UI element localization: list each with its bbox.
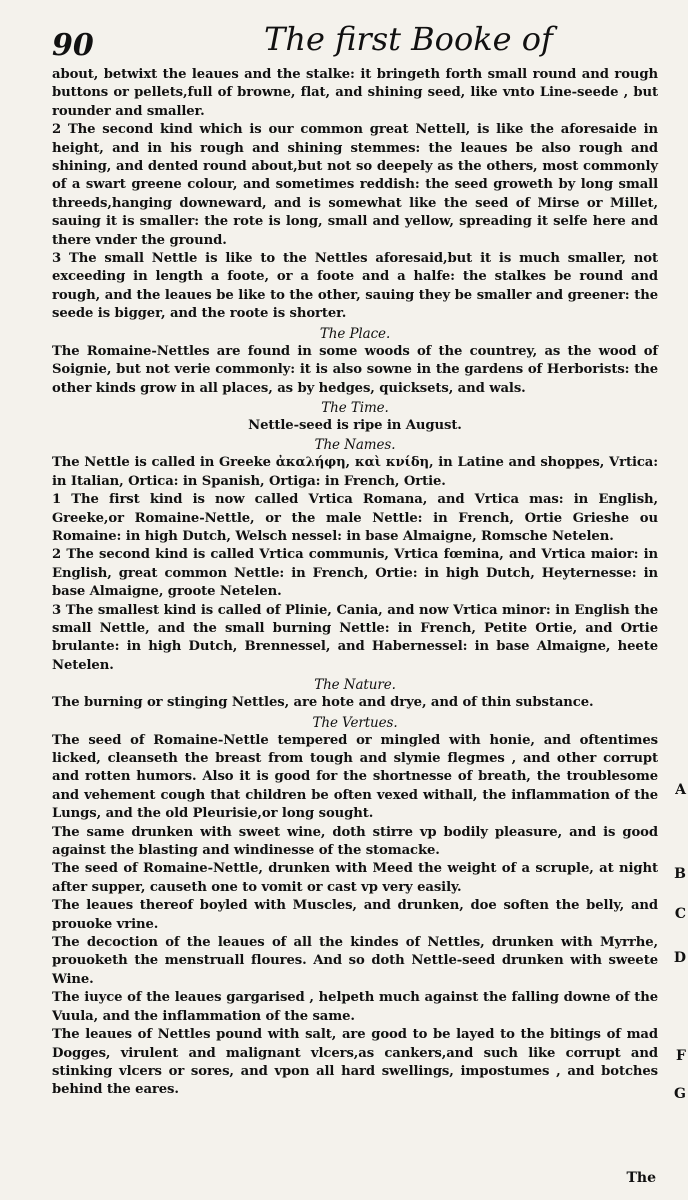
paragraph: The leaues of Nettles pound with salt, are good to be layed to the bitings of mad Dogges, virulent and malignant vlcers,as cankers,and such like corrupt and stinking vlcers or sores, and vpon all hard swellings, impostumes , and botches behind the eares.: [52, 1027, 658, 1098]
paragraph: The decoction of the leaues of all the kindes of Nettles, drunken with Myrrhe, prouoketh the menstruall floures. And so doth Nettle-seed drunken with sweete Wine.: [52, 935, 658, 987]
paragraph: 2 The second kind is called Vrtica communis, Vrtica fœmina, and Vrtica maior: in English, great common Nettle: in French, Ortie: in high Dutch, Heyternesse: in base Almaigne, groote Netelen.: [52, 547, 658, 600]
section-heading-names: The Names.: [314, 437, 396, 454]
margin-letter-c: C: [674, 906, 686, 922]
section-heading-vertues: The Vertues.: [312, 714, 398, 731]
page-number: 90: [52, 28, 94, 63]
paragraph: 3 The small Nettle is like to the Nettles aforesaid,but it is much smaller, not exceeding in length a foote, or a foote and a halfe: the stalkes be round and rough, and the leaues be like to the other, sauing they be smaller and greener: the seede is bigger, and the roote is shorter.: [52, 251, 658, 322]
paragraph: about, betwixt the leaues and the stalke: it bringeth forth small round and rough buttons or pellets,full of browne, flat, and shining seed, like vnto Line-seede , but rounder and smaller.: [52, 67, 658, 119]
paragraph: The seed of Romaine-Nettle tempered or mingled with honie, and oftentimes licked, cleanseth the breast from tough and slymie flegmes , and other corrupt and rotten humors. Also it is good for the shortnesse of breath, the troublesome and vehement cough that children be often vexed withall, the inflammation of the Lungs, and the old Pleurisie,or long sought.: [52, 732, 658, 822]
margin-letter-g: G: [674, 1086, 686, 1102]
paragraph: 2 The second kind which is our common great Nettell, is like the aforesaide in height, and in his rough and shining stemmes: the leaues be also rough and shining, and dented round about,but not so deepely as the others, most commonly of a swart greene colour, and sometimes reddish: the seed groweth by long small threeds,hanging downeward, and is somewhat like the seed of Mirse or Millet, sauing it is smaller: the rote is long, small and yellow, spreading it selfe here and there vnder the ground.: [52, 122, 658, 248]
section-heading-time: The Time.: [321, 399, 389, 416]
paragraph: The seed of Romaine-Nettle, drunken with Meed the weight of a scruple, at night after supper, causeth one to vomit or cast vp very easily.: [52, 861, 658, 895]
paragraph: The iuyce of the leaues gargarised , helpeth much against the falling downe of the Vuula, and the inflammation of the same.: [52, 990, 658, 1024]
page-body: [52, 66, 658, 1100]
paragraph: The same drunken with sweet wine, doth stirre vp bodily pleasure, and is good against the blasting and windinesse of the stomacke.: [52, 824, 658, 859]
paragraph: The Nettle is called in Greeke ἀκαλήφη, καὶ κνίδη, in Latine and shoppes, Vrtica: in Italian, Ortica: in Spanish, Ortiga: in French, Ortie.: [52, 455, 658, 489]
paragraph: The leaues thereof boyled with Muscles, and drunken, doe soften the belly, and prouoke vrine.: [52, 898, 658, 932]
margin-letter-a: A: [675, 782, 686, 798]
margin-letter-f: F: [676, 1048, 686, 1064]
paragraph: The burning or stinging Nettles, are hote and drye, and of thin substance.: [52, 695, 594, 711]
section-heading-nature: The Nature.: [314, 677, 396, 694]
page-header: [52, 18, 658, 66]
paragraph: The Romaine-Nettles are found in some woods of the countrey, as the wood of Soignie, but not verie commonly: it is also sowne in the gardens of Herborists: the other kinds grow in all places, as by hedges, quicksets, and wals.: [52, 343, 658, 396]
paragraph: Nettle-seed is ripe in August.: [248, 417, 462, 433]
margin-letter-b: B: [674, 866, 686, 882]
paragraph: 1 The first kind is now called Vrtica Romana, and Vrtica mas: in English, Greeke,or Romaine-Nettle, or the male Nettle: in French, Ortie Grieshe ou Romaine: in high Dutch, Welsch nessel: in base Almaigne, Romsche Netelen.: [52, 492, 658, 544]
section-heading-place: The Place.: [319, 325, 391, 342]
running-title: The first Booke of: [264, 20, 553, 58]
catchword: The: [626, 1170, 656, 1186]
paragraph: 3 The smallest kind is called of Plinie, Cania, and now Vrtica minor: in English the small Nettle, and the small burning Nettle: in French, Petite Ortie, and Ortie brulante: in high Dutch, Brennessel, and Habernessel: in base Almaigne, heete Netelen.: [52, 602, 658, 673]
margin-letter-d: D: [673, 950, 686, 966]
